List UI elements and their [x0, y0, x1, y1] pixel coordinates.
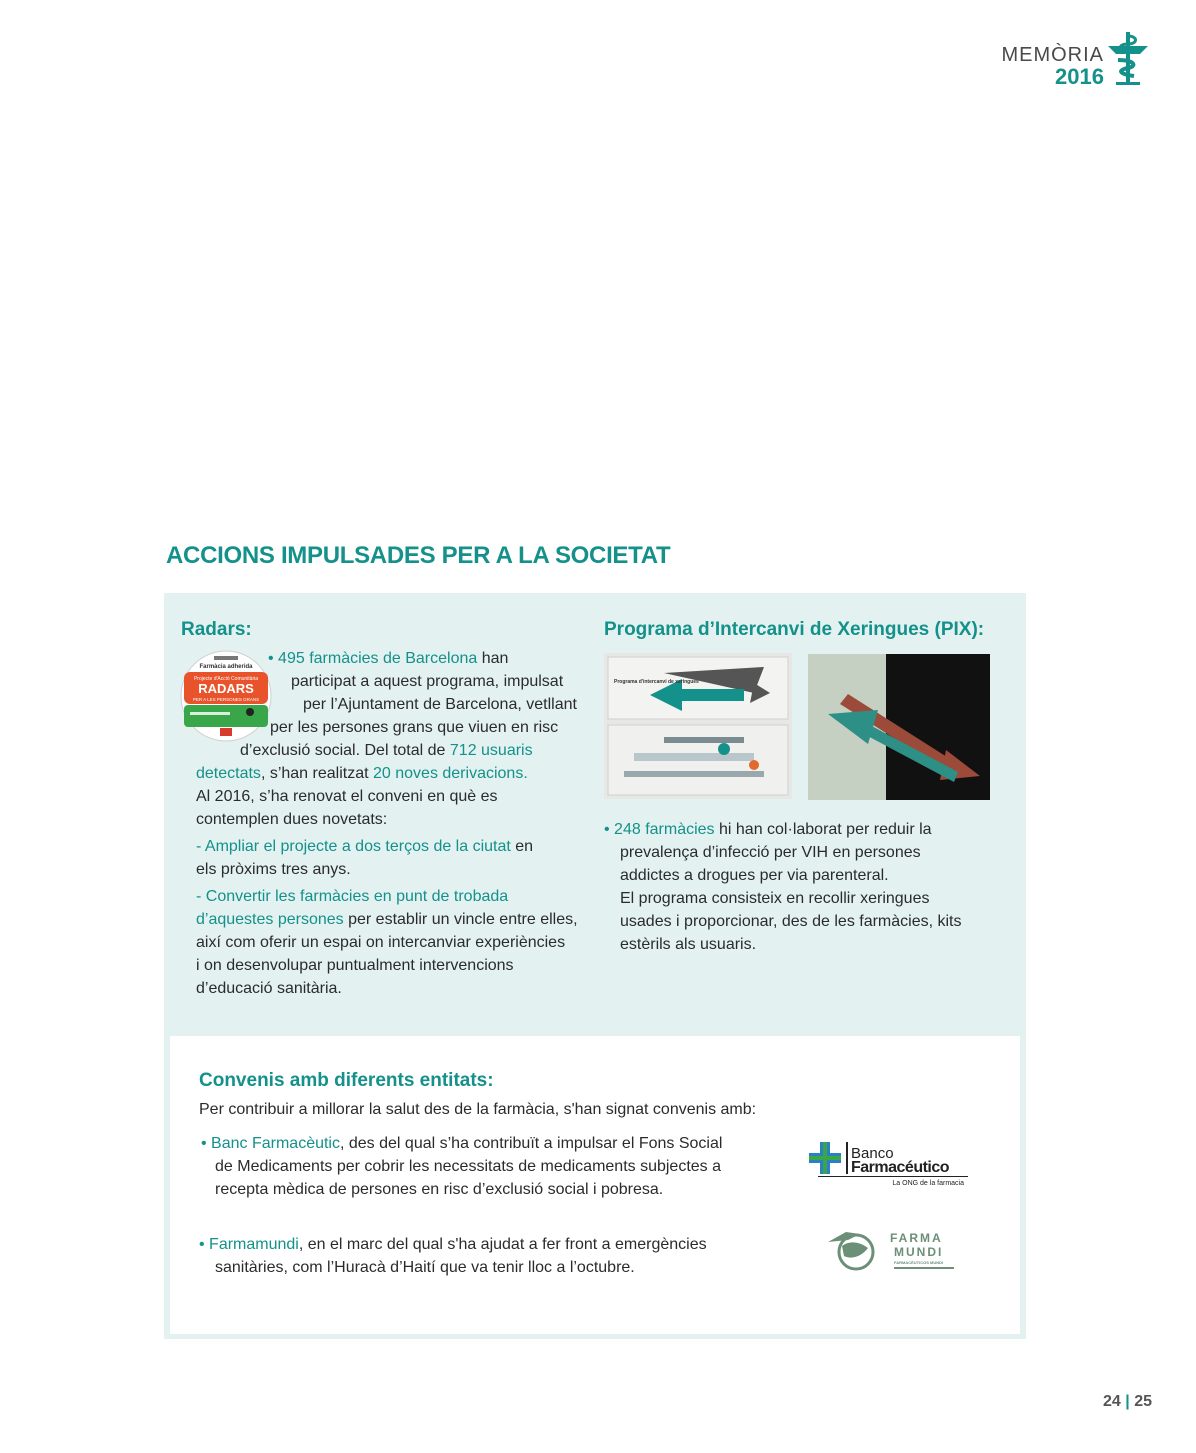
- radars-text: , s’han realitzat: [260, 765, 373, 782]
- radars-text: per establir un vincle entre elles,: [343, 911, 578, 928]
- header-year: 2016: [1055, 64, 1104, 89]
- convenis-highlight-banc: Banc Farmacèutic: [211, 1135, 340, 1152]
- pix-highlight-pharmacies: 248 farmàcies: [614, 821, 715, 838]
- pix-title: Programa d’Intercanvi de Xeringues (PIX):: [604, 619, 985, 640]
- convenis-text: , des del qual s’ha contribuït a impulsar el Fons Social: [339, 1135, 723, 1152]
- badge-word: RADARS: [198, 681, 254, 696]
- bullet-dot: •: [199, 1236, 210, 1253]
- radars-line-2: participat a aquest programa, impulsat: [291, 673, 564, 690]
- radars-item-2-line-3: així com oferir un espai on intercanviar experiències: [196, 934, 566, 951]
- radars-highlight-users: 712 usuaris: [449, 742, 533, 759]
- page-number-right: 25: [1134, 1393, 1152, 1410]
- convenis-bullet-2: [199, 1233, 707, 1256]
- badge-line-project: Projecte d'Acció Comunitària: [193, 676, 259, 682]
- radars-text: en: [510, 838, 534, 855]
- radars-item-1-line-2: els pròxims tres anys.: [196, 861, 351, 878]
- farmamundi-line-1: FARMA: [890, 1231, 943, 1245]
- bullet-dot: •: [201, 1135, 212, 1152]
- radars-text: d’exclusió social. Del total de: [240, 742, 450, 759]
- page-number-left: 24: [1103, 1393, 1121, 1410]
- banco-tagline: La ONG de la farmacia: [892, 1180, 964, 1187]
- pix-line-1: [604, 818, 932, 841]
- radars-item-2-line-5: d’educació sanitària.: [196, 980, 342, 997]
- radars-item-1-highlight: - Ampliar el projecte a dos terços de la ciutat: [196, 838, 511, 855]
- badge-line-top: Farmàcia adherida: [199, 664, 253, 670]
- pix-line-6: estèrils als usuaris.: [620, 936, 757, 953]
- radars-item-2-highlight: - Convertir les farmàcies en punt de trobada: [196, 888, 509, 905]
- pharmacy-bowl-icon: [1104, 28, 1152, 88]
- page-separator: |: [1125, 1393, 1130, 1410]
- pix-line-5: usades i proporcionar, des de les farmàcies, kits: [620, 913, 962, 930]
- farmamundi-line-2: MUNDI: [894, 1245, 944, 1259]
- syringe-kit-photo: [604, 653, 792, 799]
- convenis-bullet-2-line-2: sanitàries, com l’Huracà d’Haití que va tenir lloc a l’octubre.: [215, 1259, 635, 1276]
- radars-highlight-detected: detectats: [196, 765, 261, 782]
- radars-item-2-line-4: i on desenvolupar puntualment intervencions: [196, 957, 514, 974]
- pix-text: hi han col·laborat per reduir la: [714, 821, 932, 838]
- radars-line-6: [196, 762, 528, 785]
- radars-item-2-line-2: [196, 908, 578, 931]
- radars-text: han: [477, 650, 509, 667]
- banco-line-2: Farmacéutico: [851, 1159, 950, 1176]
- radars-p2-line-1: Al 2016, s’ha renovat el conveni en què es: [196, 788, 498, 805]
- header-word: MEMÒRIA: [1001, 44, 1104, 66]
- pix-line-2: prevalença d’infecció per VIH en persones: [620, 844, 921, 861]
- radars-badge-logo: [180, 650, 272, 742]
- radars-item-2-highlight-2: d’aquestes persones: [196, 911, 344, 928]
- convenis-intro: Per contribuir a millorar la salut des de la farmàcia, s'han signat convenis amb:: [199, 1101, 757, 1118]
- radars-title: Radars:: [181, 619, 252, 640]
- bullet-dot: •: [604, 821, 615, 838]
- radars-item-2: [196, 885, 508, 908]
- radars-line-3: per l’Ajuntament de Barcelona, vetllant: [303, 696, 577, 713]
- convenis-highlight-farmamundi: Farmamundi: [209, 1236, 299, 1253]
- radars-line-4: per les persones grans que viuen en risc: [270, 719, 559, 736]
- farmamundi-logo: [826, 1226, 960, 1274]
- syringe-arrows-photo: [808, 654, 990, 800]
- pix-line-3: addictes a drogues per via parenteral.: [620, 867, 889, 884]
- convenis-text: , en el marc del qual s'ha ajudat a fer front a emergències: [298, 1236, 707, 1253]
- pix-pack-label: Programa d'intercanvi de xeringues: [614, 679, 699, 685]
- convenis-title: Convenis amb diferents entitats:: [199, 1070, 494, 1091]
- banco-line-1: Banco: [851, 1145, 894, 1162]
- banco-farmaceutico-logo: [808, 1138, 978, 1190]
- convenis-bullet-1-line-3: recepta mèdica de persones en risc d’exclusió social i pobresa.: [215, 1181, 664, 1198]
- pix-line-4: El programa consisteix en recollir xeringues: [620, 890, 930, 907]
- badge-line-sub: PER A LES PERSONES GRANS: [192, 697, 260, 702]
- radars-item-1: [196, 835, 533, 858]
- radars-p2-line-2: contemplen dues novetats:: [196, 811, 388, 828]
- farmamundi-line-3: FARMACÉUTICOS MUNDI: [894, 1260, 944, 1265]
- section-title: ACCIONS IMPULSADES PER A LA SOCIETAT: [166, 542, 671, 569]
- radars-line-5: [240, 739, 533, 762]
- convenis-bullet-1: [201, 1132, 722, 1155]
- convenis-bullet-1-line-2: de Medicaments per cobrir les necessitats de medicaments subjectes a: [215, 1158, 722, 1175]
- radars-highlight-derivations: 20 noves derivacions.: [373, 765, 528, 782]
- page-numbers: [1103, 1393, 1152, 1411]
- radars-highlight-pharmacies: 495 farmàcies de Barcelona: [278, 650, 478, 667]
- bullet-dot: •: [268, 650, 279, 667]
- radars-line-1: [268, 647, 508, 670]
